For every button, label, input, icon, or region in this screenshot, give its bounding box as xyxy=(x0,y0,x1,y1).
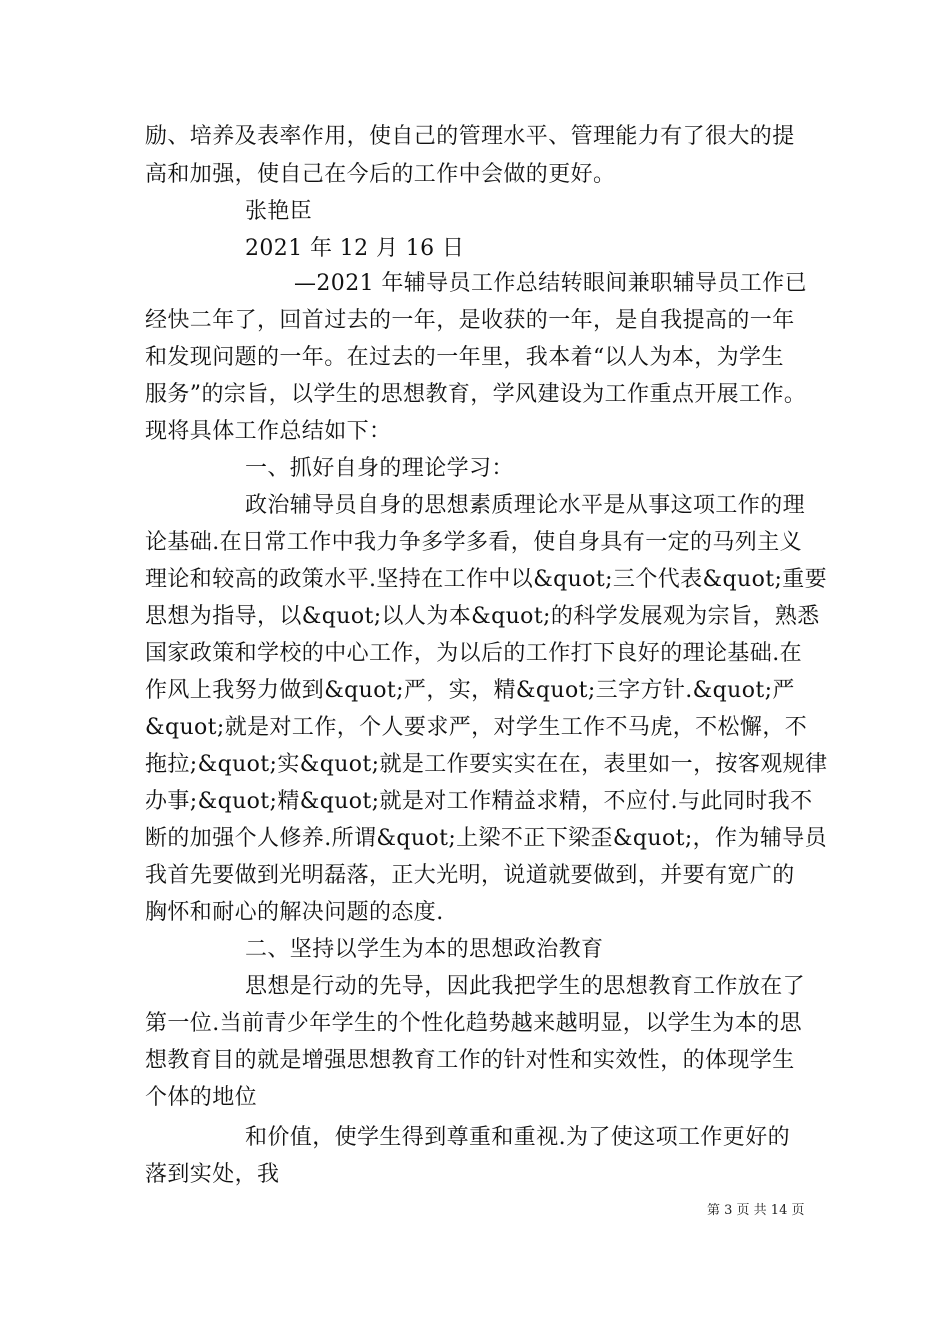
text-line: 服务”的宗旨，以学生的思想教育，学风建设为工作重点开展工作。 xyxy=(145,382,807,407)
text-line: 经快二年了，回首过去的一年，是收获的一年，是自我提高的一年 xyxy=(145,308,795,333)
text-line: 高和加强，使自己在今后的工作中会做的更好。 xyxy=(145,162,616,187)
section-heading-2: 二、坚持以学生为本的思想政治教育 xyxy=(245,937,604,962)
signature-date: 2021 年 12 月 16 日 xyxy=(245,236,465,261)
section-title-line: —2021 年辅导员工作总结转眼间兼职辅导员工作已 xyxy=(294,271,807,296)
text-line: 我首先要做到光明磊落，正大光明，说道就要做到，并要有宽广的 xyxy=(145,863,795,888)
text-line: 落到实处，我 xyxy=(145,1162,280,1187)
text-line: 理论和较高的政策水平.坚持在工作中以&quot;三个代表&quot;重要 xyxy=(145,567,828,592)
text-line: 作风上我努力做到&quot;严，实，精&quot;三字方针.&quot;严 xyxy=(145,678,795,703)
text-line: 政治辅导员自身的思想素质理论水平是从事这项工作的理 xyxy=(245,493,806,518)
text-line: 和发现问题的一年。在过去的一年里，我本着“以人为本，为学生 xyxy=(145,345,784,370)
text-line: 断的加强个人修养.所谓&quot;上梁不正下梁歪&quot;，作为辅导员 xyxy=(145,826,828,851)
text-line: 拖拉;&quot;实&quot;就是工作要实实在在，表里如一，按客观规律 xyxy=(145,752,828,777)
text-line: 思想为指导，以&quot;以人为本&quot;的科学发展观为宗旨，熟悉 xyxy=(145,604,820,629)
text-line: 个体的地位 xyxy=(145,1085,258,1110)
text-line: &quot;就是对工作，个人要求严，对学生工作不马虎，不松懈，不 xyxy=(145,715,808,740)
text-line: 论基础.在日常工作中我力争多学多看，使自身具有一定的马列主义 xyxy=(145,530,802,555)
text-line: 思想是行动的先导，因此我把学生的思想教育工作放在了 xyxy=(245,974,806,999)
text-line: 胸怀和耐心的解决问题的态度. xyxy=(145,900,444,925)
page-number-footer: 第 3 页 共 14 页 xyxy=(707,1203,805,1218)
section-heading-1: 一、抓好自身的理论学习： xyxy=(245,456,514,481)
text-line: 国家政策和学校的中心工作，为以后的工作打下良好的理论基础.在 xyxy=(145,641,802,666)
signature-name: 张艳臣 xyxy=(245,199,313,224)
text-line: 励、培养及表率作用，使自己的管理水平、管理能力有了很大的提 xyxy=(145,124,795,149)
text-line: 现将具体工作总结如下： xyxy=(145,419,392,444)
text-line: 想教育目的就是增强思想教育工作的针对性和实效性，的体现学生 xyxy=(145,1048,795,1073)
text-line: 和价值，使学生得到尊重和重视.为了使这项工作更好的 xyxy=(245,1125,790,1150)
text-line: 办事;&quot;精&quot;就是对工作精益求精，不应付.与此同时我不 xyxy=(145,789,813,814)
text-line: 第一位.当前青少年学生的个性化趋势越来越明显，以学生为本的思 xyxy=(145,1011,802,1036)
